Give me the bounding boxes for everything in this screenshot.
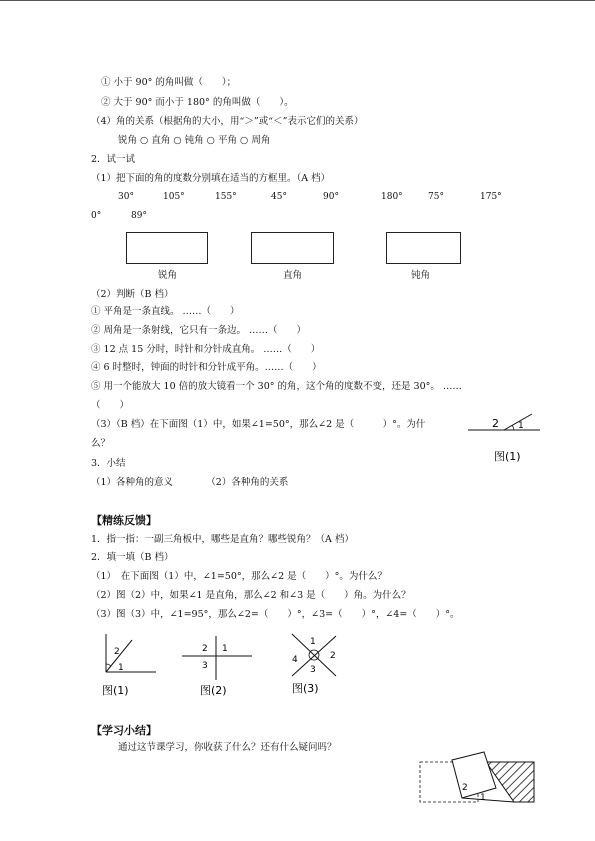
degree-value: 175° [480,192,502,202]
question-fig1-cont: 么？ [91,438,111,449]
angle-2-label: 2 [330,651,336,661]
question-fig1: （3）（B 档）在下面图（1）中，如果∠1=50°，那么∠2 是（ ）°。为什 [91,419,426,430]
heading-learning-summary: 【学习小结】 [91,724,157,737]
angle-1-label: 1 [118,663,124,673]
angle-1-label: 1 [480,793,486,803]
line-obtuse-definition: ② 大于 90° 而小于 180° 的角叫做（ ）。 [101,97,294,108]
right-answer-box[interactable] [251,232,334,264]
heading-feedback: 【精练反馈】 [91,514,157,527]
line-fill-in: 2．填一填（B 档） [91,552,174,563]
angle-1-label: 1 [310,637,316,647]
degree-value: 75° [428,192,444,202]
folded-paper-figure [418,750,548,806]
line-reflection: 通过这节课学习，你收获了什么？还有什么疑问吗？ [118,742,337,753]
angle-figure-1 [98,632,160,698]
angle-3-label: 3 [202,661,208,671]
line-summary-items: （1）各种角的意义 （2）各种角的关系 [91,477,289,488]
degree-value: 0° [91,211,102,221]
line-fill-boxes: （1）把下面的角的度数分别填在适当的方框里。（A 档） [91,173,331,184]
degree-value: 155° [215,192,237,202]
line-angle-compare: 锐角 ○ 直角 ○ 钝角 ○ 平角 ○ 周角 [118,135,271,146]
degree-value: 105° [163,192,185,202]
fill-item: （1） 在下面图（1）中，∠1=50°，那么∠2 是（ ）°。为什么？ [91,571,387,582]
line-acute-definition: ① 小于 90° 的角叫做（ ）； [101,77,237,88]
obtuse-box-label: 钝角 [411,270,431,281]
judge-item: ④ 6 时整时，钟面的时针和分针成平角。……（ ） [91,362,322,373]
judge-item: ③ 12 点 15 分时，时针和分针成直角。 ……（ ） [91,344,321,355]
judge-item-answer: （ ） [91,400,130,411]
angle-2-label: 2 [114,647,120,657]
angle-figure-2 [180,634,254,698]
judge-item: ⑤ 用一个能放大 10 倍的放大镜看一个 30° 的角，这个角的度数不变，还是 30°。 …… [91,381,462,392]
angle-1-label: 1 [518,421,524,431]
angle-3-label: 3 [310,665,316,675]
angle-figure-1-right [466,410,546,464]
fill-item: （3）图（3）中，∠1=95°，那么∠2=（ ）°，∠3=（ ）°，∠4=（ ）°。 [91,609,460,620]
angle-2-label: 2 [462,783,468,793]
angle-4-label: 4 [292,655,298,665]
acute-box-label: 锐角 [158,270,178,281]
angle-figure-3 [284,632,344,698]
degree-value: 180° [381,192,403,202]
angle-1-label: 1 [222,644,228,654]
degree-value: 45° [271,192,287,202]
obtuse-answer-box[interactable] [386,232,461,264]
degree-value: 30° [118,192,134,202]
acute-answer-box[interactable] [126,232,208,264]
judge-item: ① 平角是一条直线。 ……（ ） [91,306,240,317]
angle-2-label: 2 [492,417,499,430]
figure-caption: 图(3) [292,682,319,695]
section-try: 2．试一试 [91,154,136,165]
page-top-border [0,0,595,1]
figure-caption: 图(1) [494,450,521,463]
figure-caption: 图(1) [102,684,129,697]
line-judge-heading: （2）判断（B 档） [91,289,174,300]
degree-value: 89° [131,211,147,221]
right-box-label: 直角 [283,270,303,281]
degree-value: 90° [323,192,339,202]
figure-caption: 图(2) [200,684,227,697]
judge-item: ② 周角是一条射线，它只有一条边。 ……（ ） [91,325,307,336]
section-summary: 3．小结 [91,458,126,469]
line-point-out: 1．指一指：一副三角板中，哪些是直角？哪些锐角？（A 档） [91,534,354,545]
angle-2-label: 2 [202,644,208,654]
fill-item: （2）图（2）中，如果∠1 是直角，那么∠2 和∠3 是（ ）角。为什么？ [91,590,411,601]
line-angle-relation: （4）角的关系（根据角的大小，用“＞”或“＜”表示它们的关系） [91,116,364,127]
